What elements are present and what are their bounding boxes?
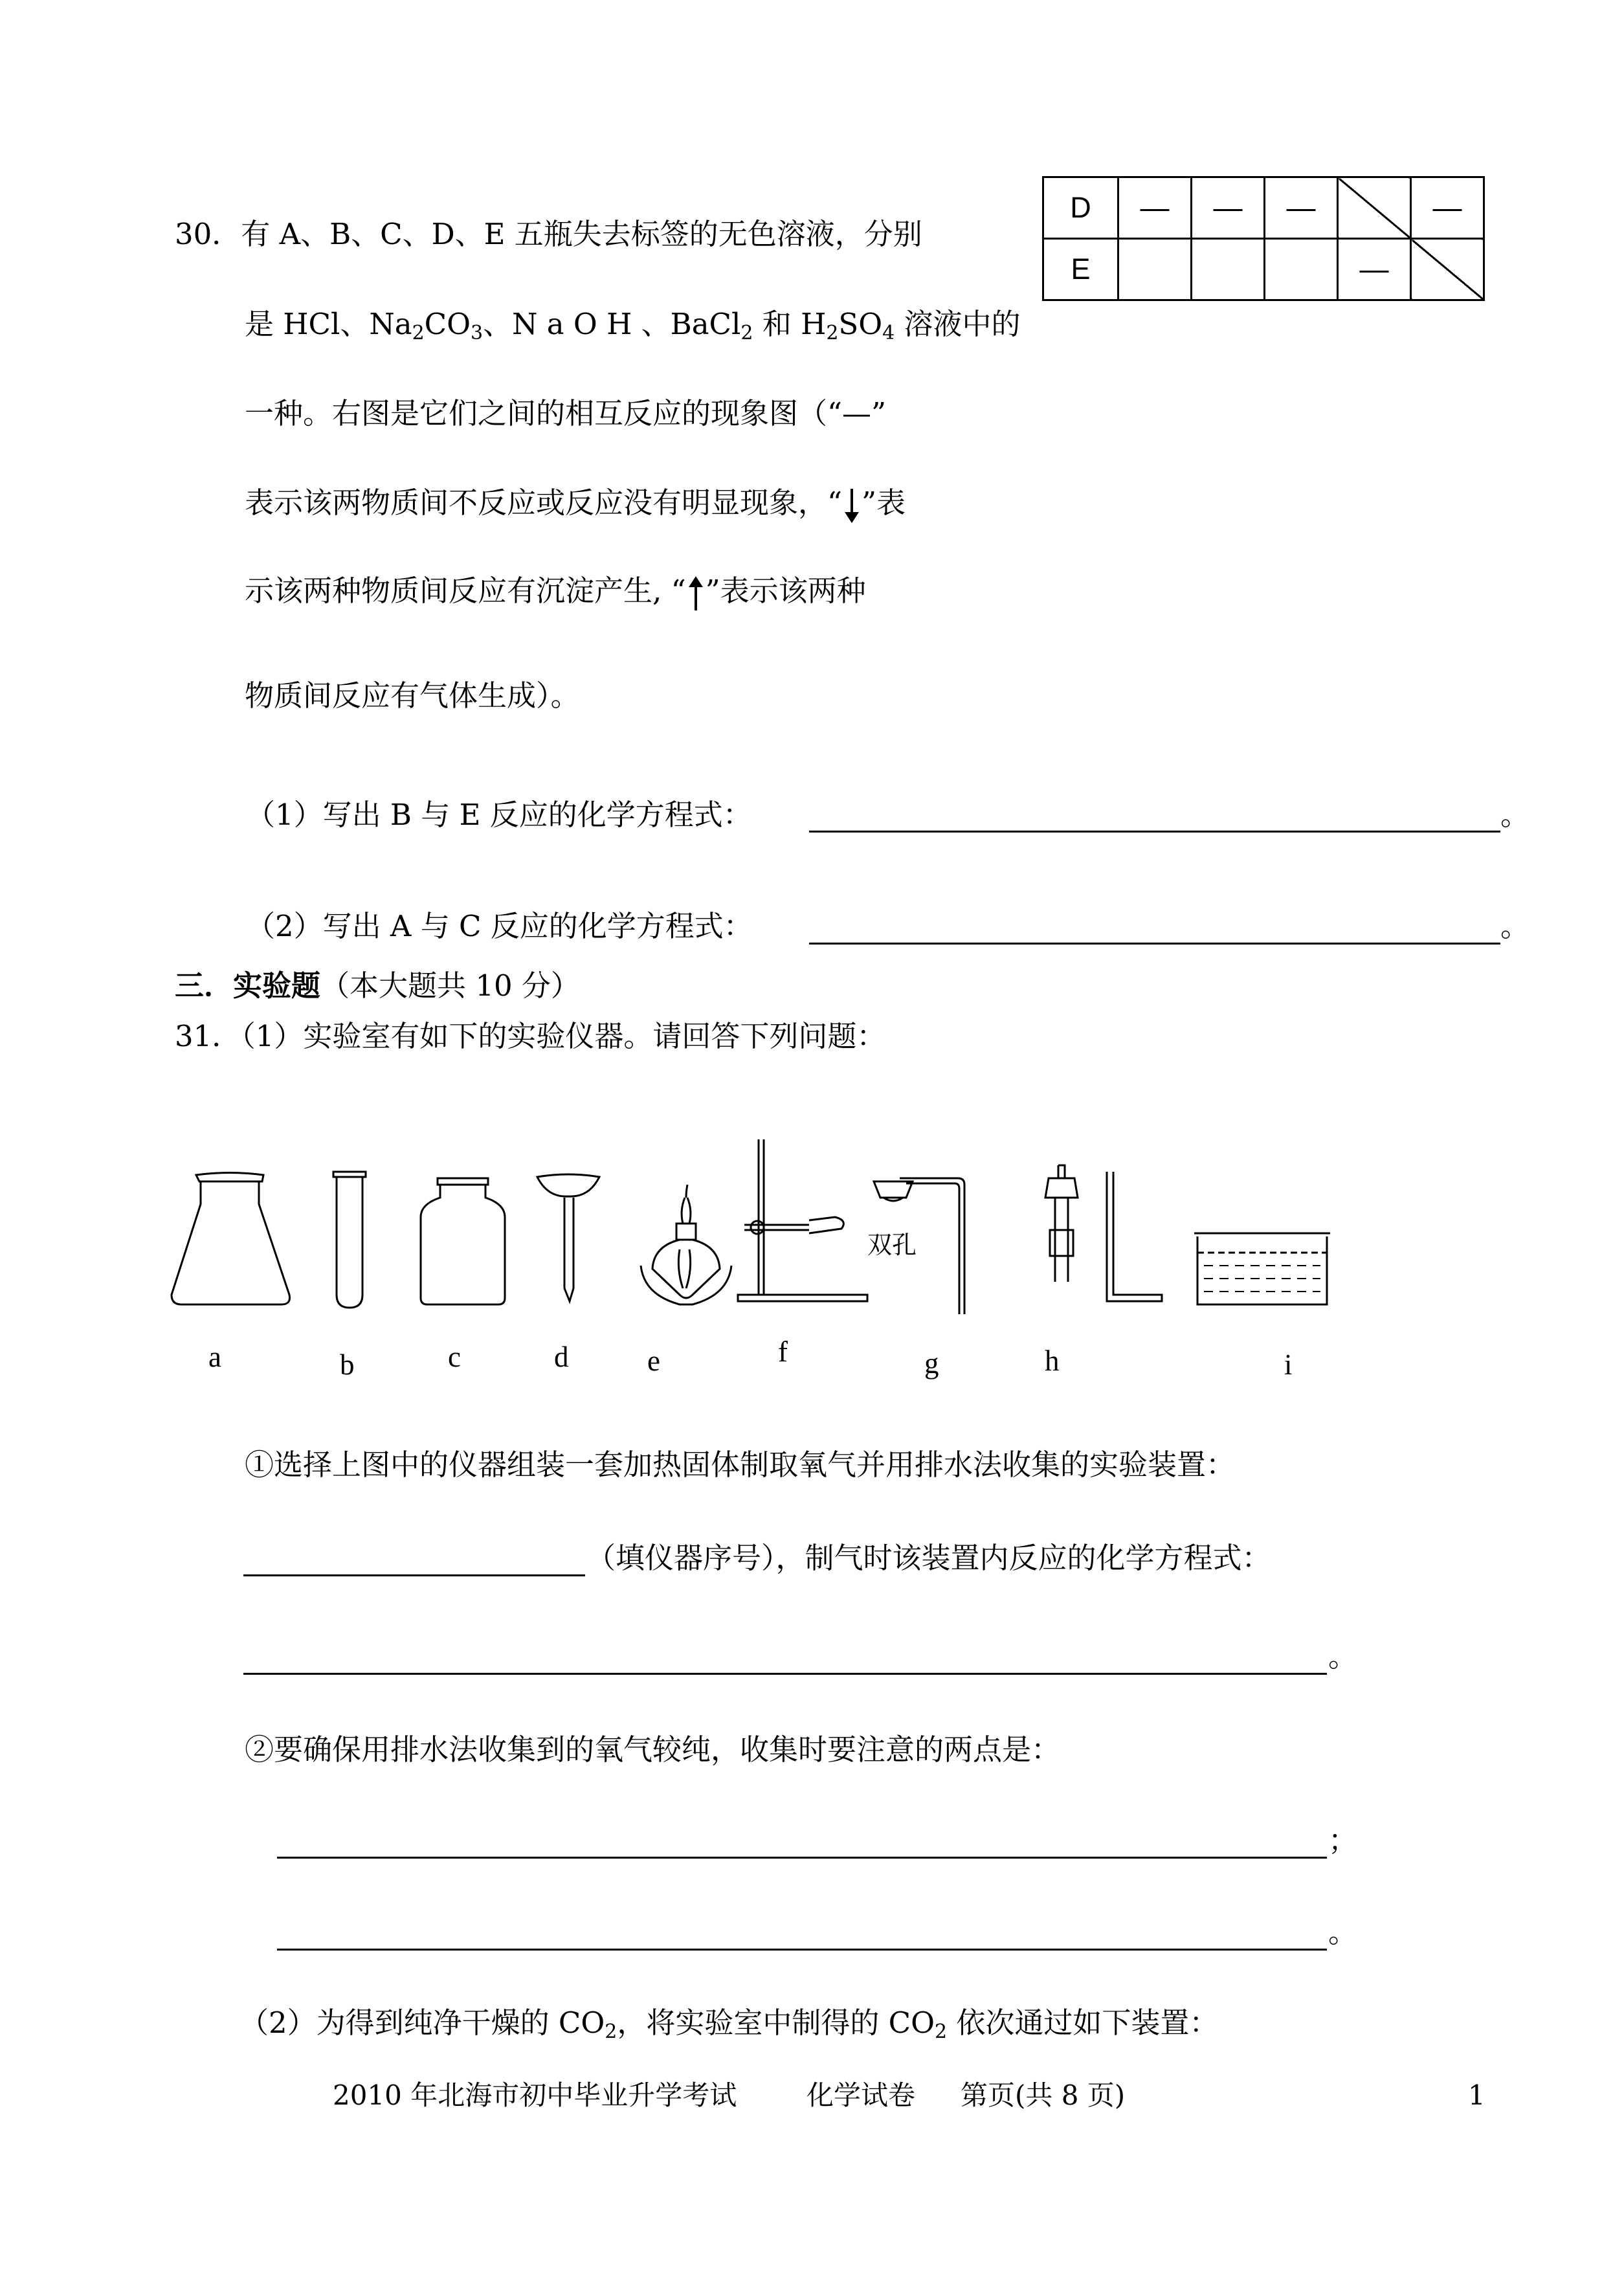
footer-exam: 2010 年北海市初中毕业升学考试 [333,2079,737,2111]
g-note: 双孔 [867,1231,917,1259]
bent-tube-icon [1107,1172,1162,1301]
period: 。 [1328,1915,1358,1949]
semicolon: ； [1328,1823,1358,1857]
answer-blank-5[interactable] [277,1857,1327,1859]
table-cell: — [1338,239,1411,300]
label-a: a [208,1341,221,1373]
alcohol-lamp-icon [641,1185,731,1304]
q31-p3: ②要确保用排水法收集到的氧气较纯，收集时要注意的两点是： [245,1732,1061,1767]
q30-line2: 是 HCl、$Na_2CO_3$、N a O H 、BaCl$_2$ 和 $H_2SO_4$ 溶液中的 [245,307,1021,344]
label-d: d [554,1341,569,1373]
q30-subq1: （1）写出 B 与 E 反应的化学方程式： [246,798,752,832]
q31-p1: ①选择上图中的仪器组装一套加热固体制取氧气并用排水法收集的实验装置： [245,1448,1236,1482]
label-f: f [778,1336,788,1368]
conical-flask-icon [172,1173,290,1305]
q31-p2: （填仪器序号），制气时该装置内反应的化学方程式： [586,1541,1271,1575]
row-label: E [1043,239,1118,300]
answer-blank-4[interactable] [243,1673,1327,1675]
test-tube-icon [333,1172,366,1308]
table-cell: — [1265,177,1338,239]
reaction-table [1042,176,1485,301]
iron-stand-icon [738,1139,867,1301]
label-b: b [340,1348,355,1381]
footer-subject: 化学试卷 [806,2079,916,2111]
water-trough-icon [1194,1233,1330,1304]
table-cell [1118,239,1192,300]
answer-blank-1[interactable] [809,831,1500,833]
table-cell: — [1411,177,1484,239]
diagonal-cell [1411,239,1484,300]
table-row-d [1043,177,1484,239]
row-label: D [1043,177,1118,239]
down-arrow-icon [842,487,862,524]
stopper-tube-icon [1045,1165,1078,1282]
label-g: g [924,1347,939,1380]
q30-line1: 30．有 A、B、C、D、E 五瓶失去标签的无色溶液，分别 [175,217,922,251]
footer-pages: 第页(共 8 页) [961,2079,1126,2111]
up-arrow-icon [686,576,706,612]
diagonal-cell [1338,177,1411,239]
answer-blank-3[interactable] [243,1574,585,1576]
q30-subq2: （2）写出 A 与 C 反应的化学方程式： [246,909,753,943]
deflagrating-spoon-icon [537,1174,599,1301]
label-e: e [647,1345,660,1377]
table-cell [1265,239,1338,300]
period: 。 [1500,798,1530,832]
label-h: h [1045,1345,1060,1377]
period: 。 [1328,1639,1358,1673]
q30-line4: 表示该两物质间不反应或反应没有明显现象，“ ”表 [245,486,906,524]
wide-mouth-bottle-icon [421,1178,505,1304]
table-cell: — [1192,177,1265,239]
q30-line5: 示该两种物质间反应有沉淀产生, “ ”表示该两种 [245,574,866,612]
q31-intro: 31．（1）实验室有如下的实验仪器。请回答下列问题： [175,1019,886,1053]
table-row-e [1043,239,1484,300]
label-c: c [448,1341,461,1373]
label-i: i [1284,1348,1293,1381]
period: 。 [1500,909,1530,943]
q30-line3: 一种。右图是它们之间的相互反应的现象图（“—” [245,396,887,431]
table-cell [1192,239,1265,300]
q31-part2: （2）为得到纯净干燥的 $CO_2$，将实验室中制得的 $CO_2$ 依次通过如下装置： [239,2006,1219,2043]
apparatus-figure [162,1101,1392,1327]
answer-blank-2[interactable] [809,943,1500,945]
table-cell: — [1118,177,1192,239]
answer-blank-6[interactable] [277,1949,1327,1951]
page-number: 1 [1468,2079,1485,2111]
q30-line6: 物质间反应有气体生成）。 [245,678,580,713]
section-heading: 三．实验题（本大题共 10 分） [175,968,580,1003]
